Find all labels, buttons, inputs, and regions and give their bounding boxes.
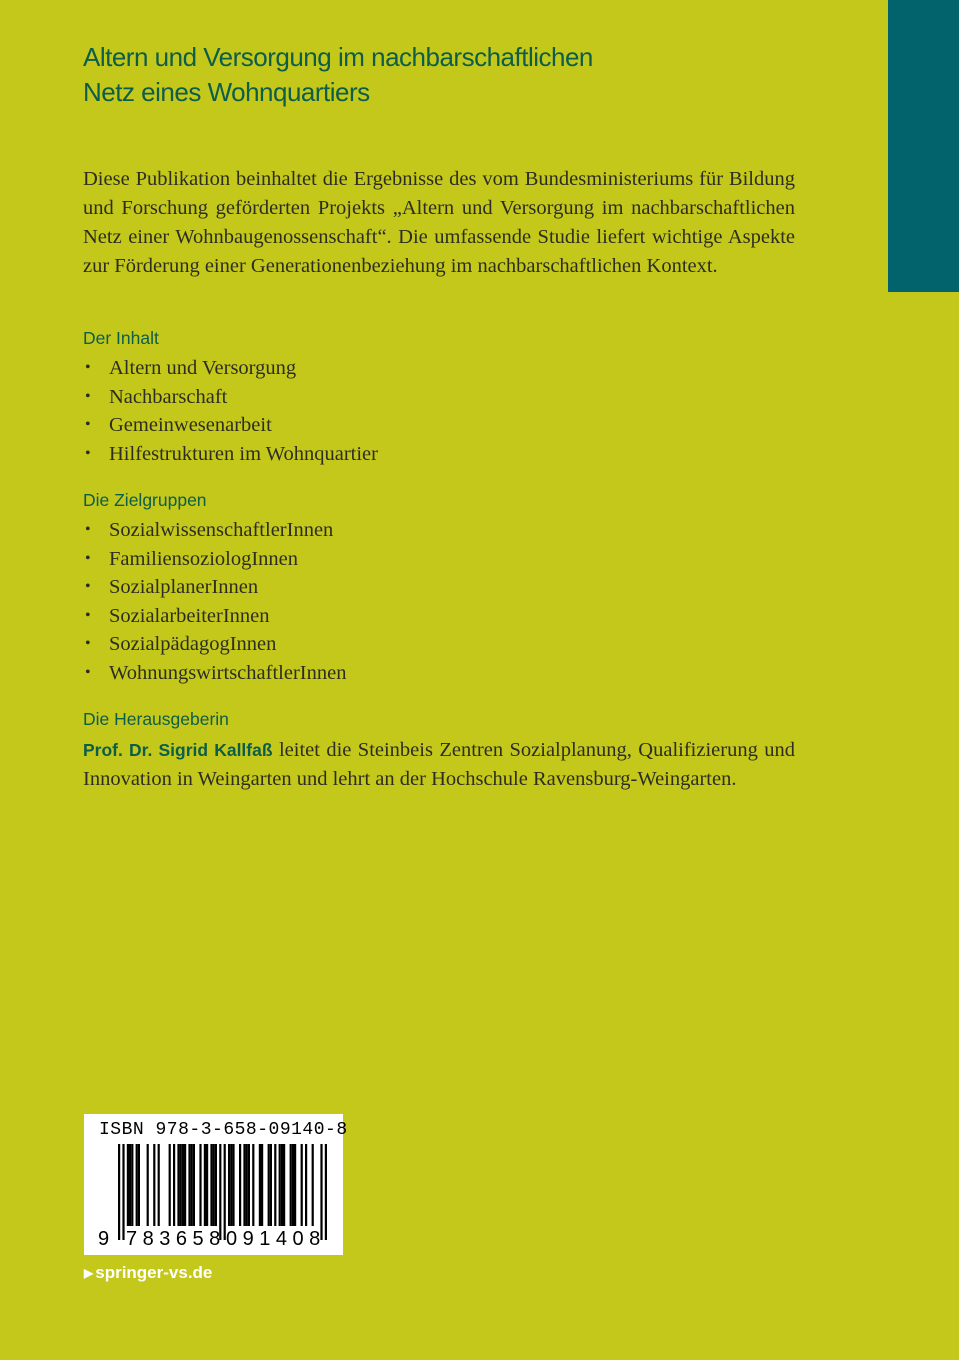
audience-heading: Die Zielgruppen [83,490,207,510]
list-item: • SozialwissenschaftlerInnen [83,516,346,545]
triangle-right-icon: ▶ [84,1266,94,1280]
barcode-bar [193,1144,195,1226]
barcode-bar [158,1144,160,1226]
barcode-bar [290,1144,292,1226]
barcode-bar [268,1144,270,1226]
book-title [83,40,863,110]
barcode-guard-bar [118,1144,120,1240]
ean-right-group: 091408 [226,1228,326,1250]
barcode-bar [213,1144,215,1226]
barcode-guard-bar [325,1144,327,1240]
barcode-bar [199,1144,201,1226]
barcode-bar [169,1144,171,1226]
barcode-bar [180,1144,182,1226]
barcode-bar [232,1144,234,1226]
barcode-guard-bar [224,1144,226,1240]
barcode-bar [283,1144,285,1226]
barcode-bar [184,1144,186,1226]
editor-name: Prof. Dr. Sigrid Kallfaß [83,740,273,760]
barcode-bar [127,1144,129,1226]
publisher-link-text: springer-vs.de [95,1263,213,1282]
title-line-2: Netz eines Wohnquartiers [83,77,370,107]
barcode-bar [230,1144,232,1226]
barcode-bar [182,1144,184,1226]
editor-heading: Die Herausgeberin [83,709,229,729]
list-item: • SozialplanerInnen [83,573,346,602]
isbn-label: ISBN 978-3-658-09140-8 [99,1120,348,1140]
barcode-guard-bar [219,1144,221,1240]
barcode-bar [210,1144,212,1226]
title-line-1: Altern und Versorgung im nachbarschaftlichen [83,42,593,72]
barcode-bar [239,1144,241,1226]
list-item: • FamiliensoziologInnen [83,545,346,574]
contents-list [83,354,378,468]
list-item: • SozialarbeiterInnen [83,602,346,631]
barcode-bar [206,1144,208,1226]
barcode-bar [147,1144,149,1226]
barcode-bar [270,1144,272,1226]
barcode-bar [136,1144,138,1226]
barcode-bar [259,1144,261,1226]
barcode-bar [301,1144,303,1226]
barcode-bar [131,1144,133,1226]
barcode-guard-bar [122,1144,124,1240]
barcode-bar [279,1144,281,1226]
contents-heading: Der Inhalt [83,328,159,348]
barcode-bar [261,1144,263,1226]
barcode-bar [129,1144,131,1226]
barcode-bar [228,1144,230,1226]
barcode-bar [305,1144,307,1226]
list-item: • SozialpädagogInnen [83,630,346,659]
ean-first-digit: 9 [98,1228,110,1250]
barcode-bar [138,1144,140,1226]
barcode-bar [204,1144,206,1226]
barcode-bar [246,1144,248,1226]
list-item: • Nachbarschaft [83,383,378,412]
barcode-bar [173,1144,175,1226]
barcode-bar [153,1144,155,1226]
ean-left-group: 783658 [126,1228,226,1250]
barcode-bar [215,1144,217,1226]
barcode-bar [292,1144,294,1226]
list-item: • Altern und Versorgung [83,354,378,383]
publisher-link[interactable] [84,1263,212,1283]
barcode-bar [177,1144,179,1226]
barcode-bar [312,1144,314,1226]
editor-bio: leitet die Steinbeis Zentren Sozialplanung, Qualifizierung und Innovation in Weingarten und lehrt an der Hochschule Ravensburg-Weingarten. [83,739,795,790]
barcode-bar [243,1144,245,1226]
list-item: • Hilfestrukturen im Wohnquartier [83,440,378,469]
isbn-barcode [84,1114,348,1255]
audience-list [83,516,346,687]
barcode-bar [274,1144,276,1226]
intro-paragraph: Diese Publikation beinhaltet die Ergebnisse des vom Bundesministeriums für Bildung und Forschung geförderten Projekts „Altern und Versorgung im nachbarschaftlichen Netz einer Wohnbaugenossenschaft“. Die umfassende Studie liefert wichtige Aspekte zur Förderung einer Generationenbeziehung im nachbarschaftlichen Kontext. [83,168,795,277]
barcode-guard-bar [320,1144,322,1240]
barcode-bar [281,1144,283,1226]
editor-paragraph [83,736,795,794]
accent-tab [888,0,959,292]
barcode-bar [191,1144,193,1226]
list-item: • WohnungswirtschaftlerInnen [83,659,346,688]
barcode-bar [294,1144,296,1226]
barcode-bar [252,1144,254,1226]
barcode-bar [248,1144,250,1226]
barcode-bar [188,1144,190,1226]
list-item: • Gemeinwesenarbeit [83,411,378,440]
